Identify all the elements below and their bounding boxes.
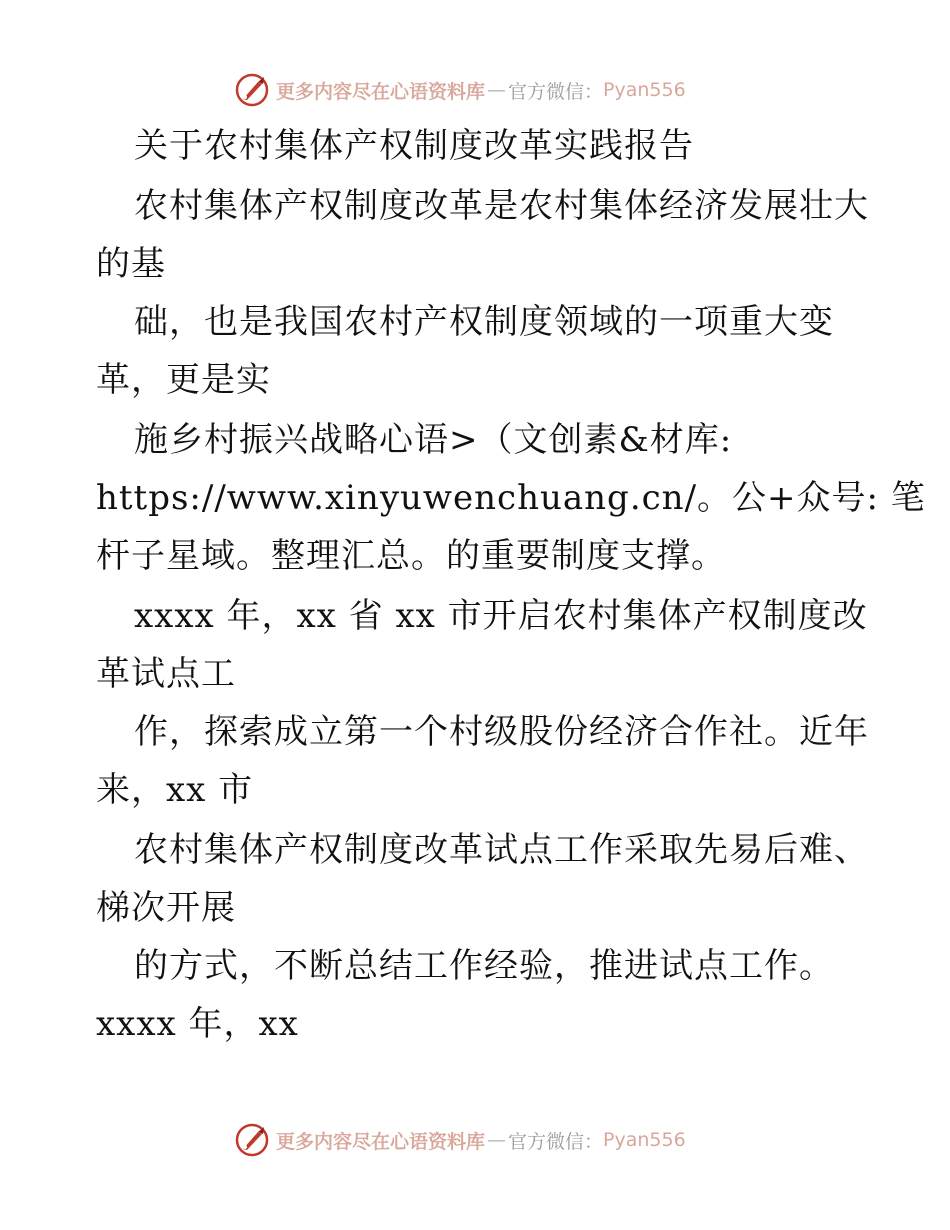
text-line: 础，也是我国农村产权制度领域的一项重大变 [134,302,834,342]
text-line: 来，xx 市 [96,770,254,810]
text-line: 的方式，不断总结工作经验，推进试点工作。 [134,946,834,986]
text-line: 的基 [96,244,166,284]
watermark-label: 官方微信： [508,1130,604,1153]
quill-pen-seal-icon [234,72,270,108]
document-title: 关于农村集体产权制度改革实践报告 [134,126,694,166]
header-watermark [234,72,686,108]
watermark-label: 官方微信： [508,80,604,103]
text-line: 农村集体产权制度改革是农村集体经济发展壮大 [134,186,869,226]
watermark-separator: — [487,1129,507,1151]
text-line: 革试点工 [96,654,236,694]
footer-watermark [234,1122,686,1158]
text-line: 梯次开展 [96,888,236,928]
watermark-brand-text: 更多内容尽在心语资料库 [276,1130,486,1153]
text-line: 农村集体产权制度改革试点工作采取先易后难、 [134,830,869,870]
text-line: 作，探索成立第一个村级股份经济合作社。近年 [134,712,869,752]
text-line: 革，更是实 [96,360,271,400]
watermark-handle: Pyan556 [603,79,686,101]
watermark-brand-text: 更多内容尽在心语资料库 [276,80,486,103]
text-line: 杆子星域。整理汇总。的重要制度支撑。 [96,536,726,576]
text-line: xxxx 年，xx 省 xx 市开启农村集体产权制度改 [134,596,868,636]
text-line: https://www.xinyuwenchuang.cn/。公+众号: 笔 [96,478,926,518]
watermark-handle: Pyan556 [603,1129,686,1151]
watermark-separator: — [487,79,507,101]
quill-pen-seal-icon [234,1122,270,1158]
text-line: xxxx 年，xx [96,1004,299,1044]
text-line: 施乡村振兴战略心语>（文创素&材库: [134,420,733,460]
